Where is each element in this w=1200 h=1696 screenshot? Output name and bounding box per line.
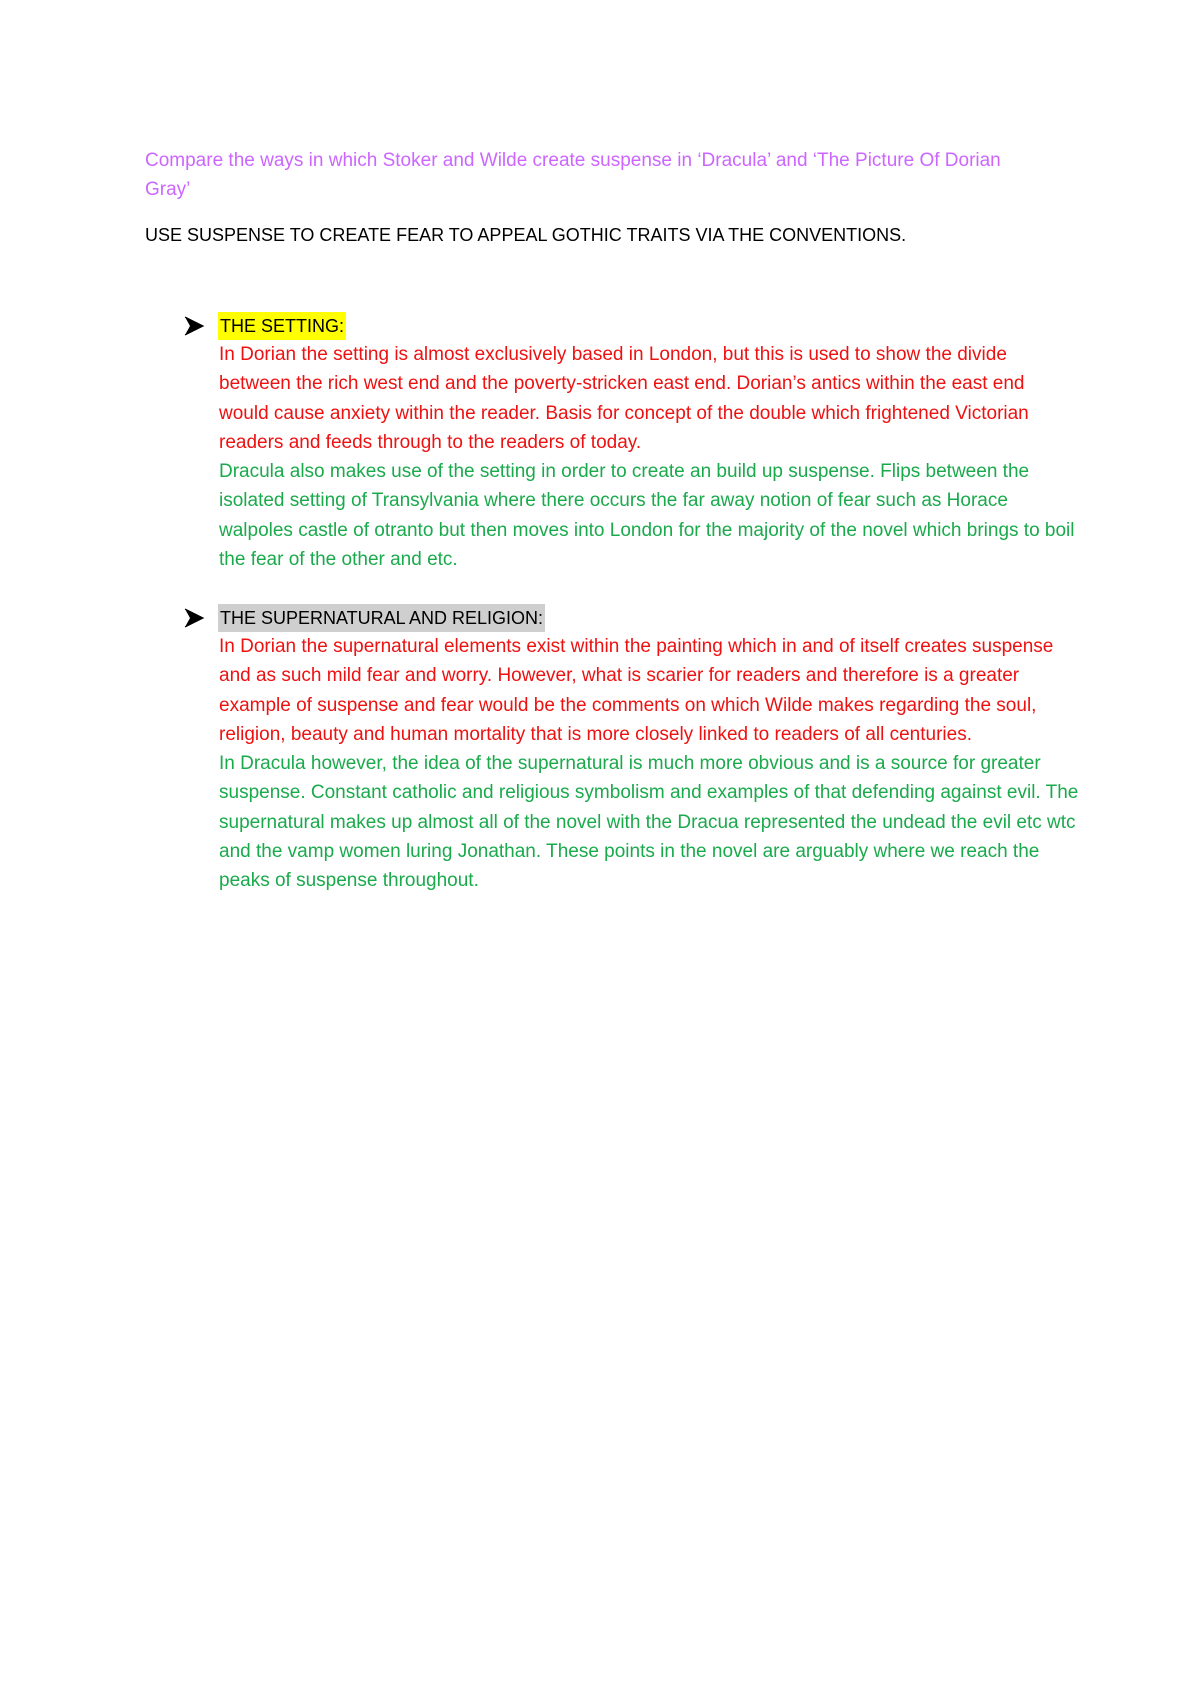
section-heading: THE SETTING: (218, 312, 346, 340)
arrowhead-bullet-icon (183, 315, 205, 337)
dorian-paragraph: In Dorian the supernatural elements exist within the painting which in and of itself creates suspense and as such mild fear and worry. However, what is scarier for readers and therefore is a greater example of suspense and fear would be the comments on which Wilde makes regarding the soul, religion, beauty and human mortality that is more closely linked to readers of all centuries. (219, 636, 1054, 745)
section-heading-row (183, 312, 1073, 340)
section-setting (183, 312, 1073, 574)
dorian-paragraph: In Dorian the setting is almost exclusively based in London, but this is used to show the divide between the rich west end and the poverty-stricken east end. Dorian’s antics within the east end would cause anxiety within the reader. Basis for concept of the double which frightened Victorian readers and feeds through to the readers of today. (219, 344, 1029, 453)
section-supernatural-religion (183, 604, 1079, 896)
dracula-paragraph: In Dracula however, the idea of the supernatural is much more obvious and is a source for greater suspense. Constant catholic and religious symbolism and examples of that defending against evil. The supernatural makes up almost all of the novel with the Dracua represented the undead the evil etc wtc and the vamp women luring Jonathan. These points in the novel are arguably where we reach the peaks of suspense throughout. (219, 753, 1079, 892)
section-heading: THE SUPERNATURAL AND RELIGION: (218, 604, 545, 632)
essay-subtitle: USE SUSPENSE TO CREATE FEAR TO APPEAL GOTHIC TRAITS VIA THE CONVENTIONS. (145, 225, 907, 245)
dracula-paragraph: Dracula also makes use of the setting in order to create an build up suspense. Flips between the isolated setting of Transylvania where there occurs the far away notion of fear such as Horace walpoles castle of otranto but then moves into London for the majority of the novel which brings to boil the fear of the other and etc. (219, 461, 1075, 571)
essay-title: Compare the ways in which Stoker and Wilde create suspense in ‘Dracula’ and ‘The Picture Of Dorian Gray’ (145, 150, 1001, 200)
section-heading-row (183, 604, 1073, 632)
arrowhead-bullet-icon (183, 607, 205, 629)
